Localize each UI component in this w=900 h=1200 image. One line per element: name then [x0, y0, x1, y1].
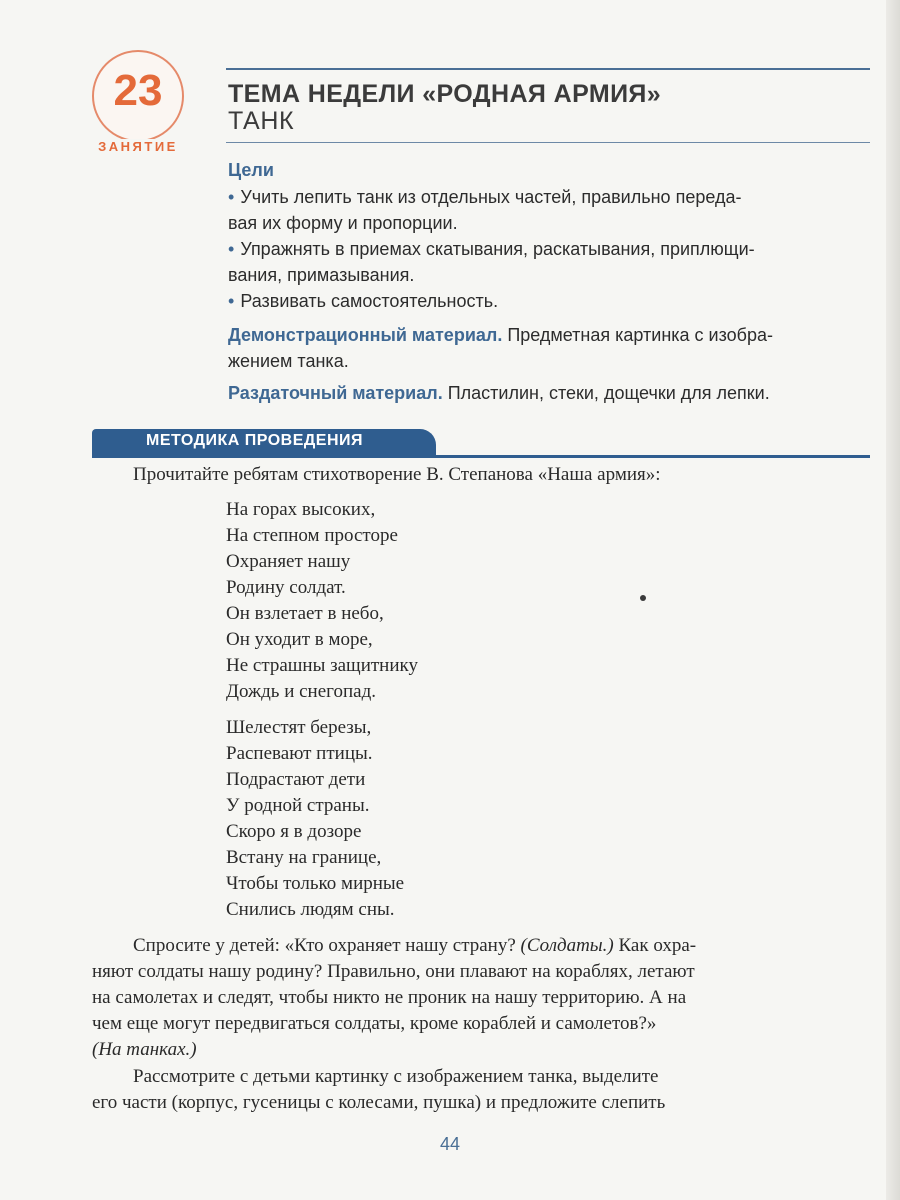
poem-line: Шелестят березы,: [226, 717, 372, 738]
poem-line: Чтобы только мирные: [226, 873, 405, 894]
intro-text: Прочитайте ребятам стихотворение В. Степанова «Наша армия»:: [133, 464, 661, 485]
poem-line: Встану на границе,: [226, 847, 382, 868]
demo-material: [228, 322, 874, 374]
section-rule: [92, 455, 870, 458]
poem-line: Он уходит в море,: [226, 629, 373, 650]
body-paragraph-2: [92, 1064, 876, 1116]
demo-material-text: Предметная картинка с изобра-: [502, 325, 773, 345]
page-number: 44: [439, 1134, 461, 1154]
poem-line: Родину солдат.: [226, 577, 346, 598]
body-text: чем еще могут передвигаться солдаты, кроме кораблей и самолетов?»: [92, 1013, 657, 1034]
lesson-label: ЗАНЯТИЕ: [88, 139, 188, 154]
bullet-icon: •: [228, 239, 235, 259]
body-text: няют солдаты нашу родину? Правильно, они плавают на кораблях, летают: [92, 961, 695, 982]
poem-line: Подрастают дети: [226, 769, 366, 790]
goal-item: [228, 184, 874, 236]
poem-line: Охраняет нашу: [226, 551, 351, 572]
poem-line: Распевают птицы.: [226, 743, 373, 764]
poem-line: Он взлетает в небо,: [226, 603, 384, 624]
body-text: Спросите у детей: «Кто охраняет нашу страну?: [133, 935, 521, 956]
ink-dot: [640, 595, 646, 601]
poem-stanza-2: [226, 715, 404, 923]
section-title: МЕТОДИКА ПРОВЕДЕНИЯ: [146, 432, 364, 449]
page-edge: [886, 0, 900, 1200]
handout-material: [228, 380, 874, 406]
lesson-number: 23: [113, 66, 163, 115]
poem-line: Дождь и снегопад.: [226, 681, 376, 702]
goal-item: [228, 288, 874, 314]
body-text: Рассмотрите с детьми картинку с изображением танка, выделите: [133, 1066, 659, 1087]
body-paragraph-1: [92, 933, 876, 1063]
poem-line: Снились людям сны.: [226, 899, 395, 920]
poem-line: Скоро я в дозоре: [226, 821, 362, 842]
demo-material-label: Демонстрационный материал.: [228, 325, 503, 345]
bullet-icon: •: [228, 187, 235, 207]
poem-stanza-1: [226, 497, 418, 705]
body-text: на самолетах и следят, чтобы никто не проник на нашу территорию. А на: [92, 987, 687, 1008]
poem-line: У родной страны.: [226, 795, 370, 816]
body-text-italic: (На танках.): [92, 1039, 197, 1060]
goal-text: Развивать самостоятельность.: [240, 291, 499, 311]
goal-item: [228, 236, 874, 288]
title-rule: [226, 142, 870, 143]
lesson-number-badge: [92, 50, 184, 142]
handout-material-text: Пластилин, стеки, дощечки для лепки.: [442, 383, 770, 403]
body-text: его части (корпус, гусеницы с колесами, пушка) и предложите слепить: [92, 1092, 666, 1113]
poem-line: На степном просторе: [226, 525, 398, 546]
lesson-subtitle: ТАНК: [228, 107, 295, 135]
goal-text: Учить лепить танк из отдельных частей, правильно переда-: [240, 187, 742, 207]
lesson-title: ТЕМА НЕДЕЛИ «РОДНАЯ АРМИЯ»: [228, 80, 662, 108]
goals-heading: Цели: [228, 160, 274, 180]
goal-text: вая их форму и пропорции.: [228, 213, 458, 233]
handout-material-label: Раздаточный материал.: [228, 383, 443, 403]
poem-line: Не страшны защитнику: [226, 655, 418, 676]
poem-line: На горах высоких,: [226, 499, 376, 520]
body-text: Как охра-: [613, 935, 697, 956]
goal-text: Упражнять в приемах скатывания, раскатывания, приплющи-: [240, 239, 755, 259]
header-rule: [226, 68, 870, 70]
bullet-icon: •: [228, 291, 235, 311]
demo-material-text: жением танка.: [228, 351, 349, 371]
goal-text: вания, примазывания.: [228, 265, 415, 285]
body-text-italic: (Солдаты.): [520, 935, 614, 956]
